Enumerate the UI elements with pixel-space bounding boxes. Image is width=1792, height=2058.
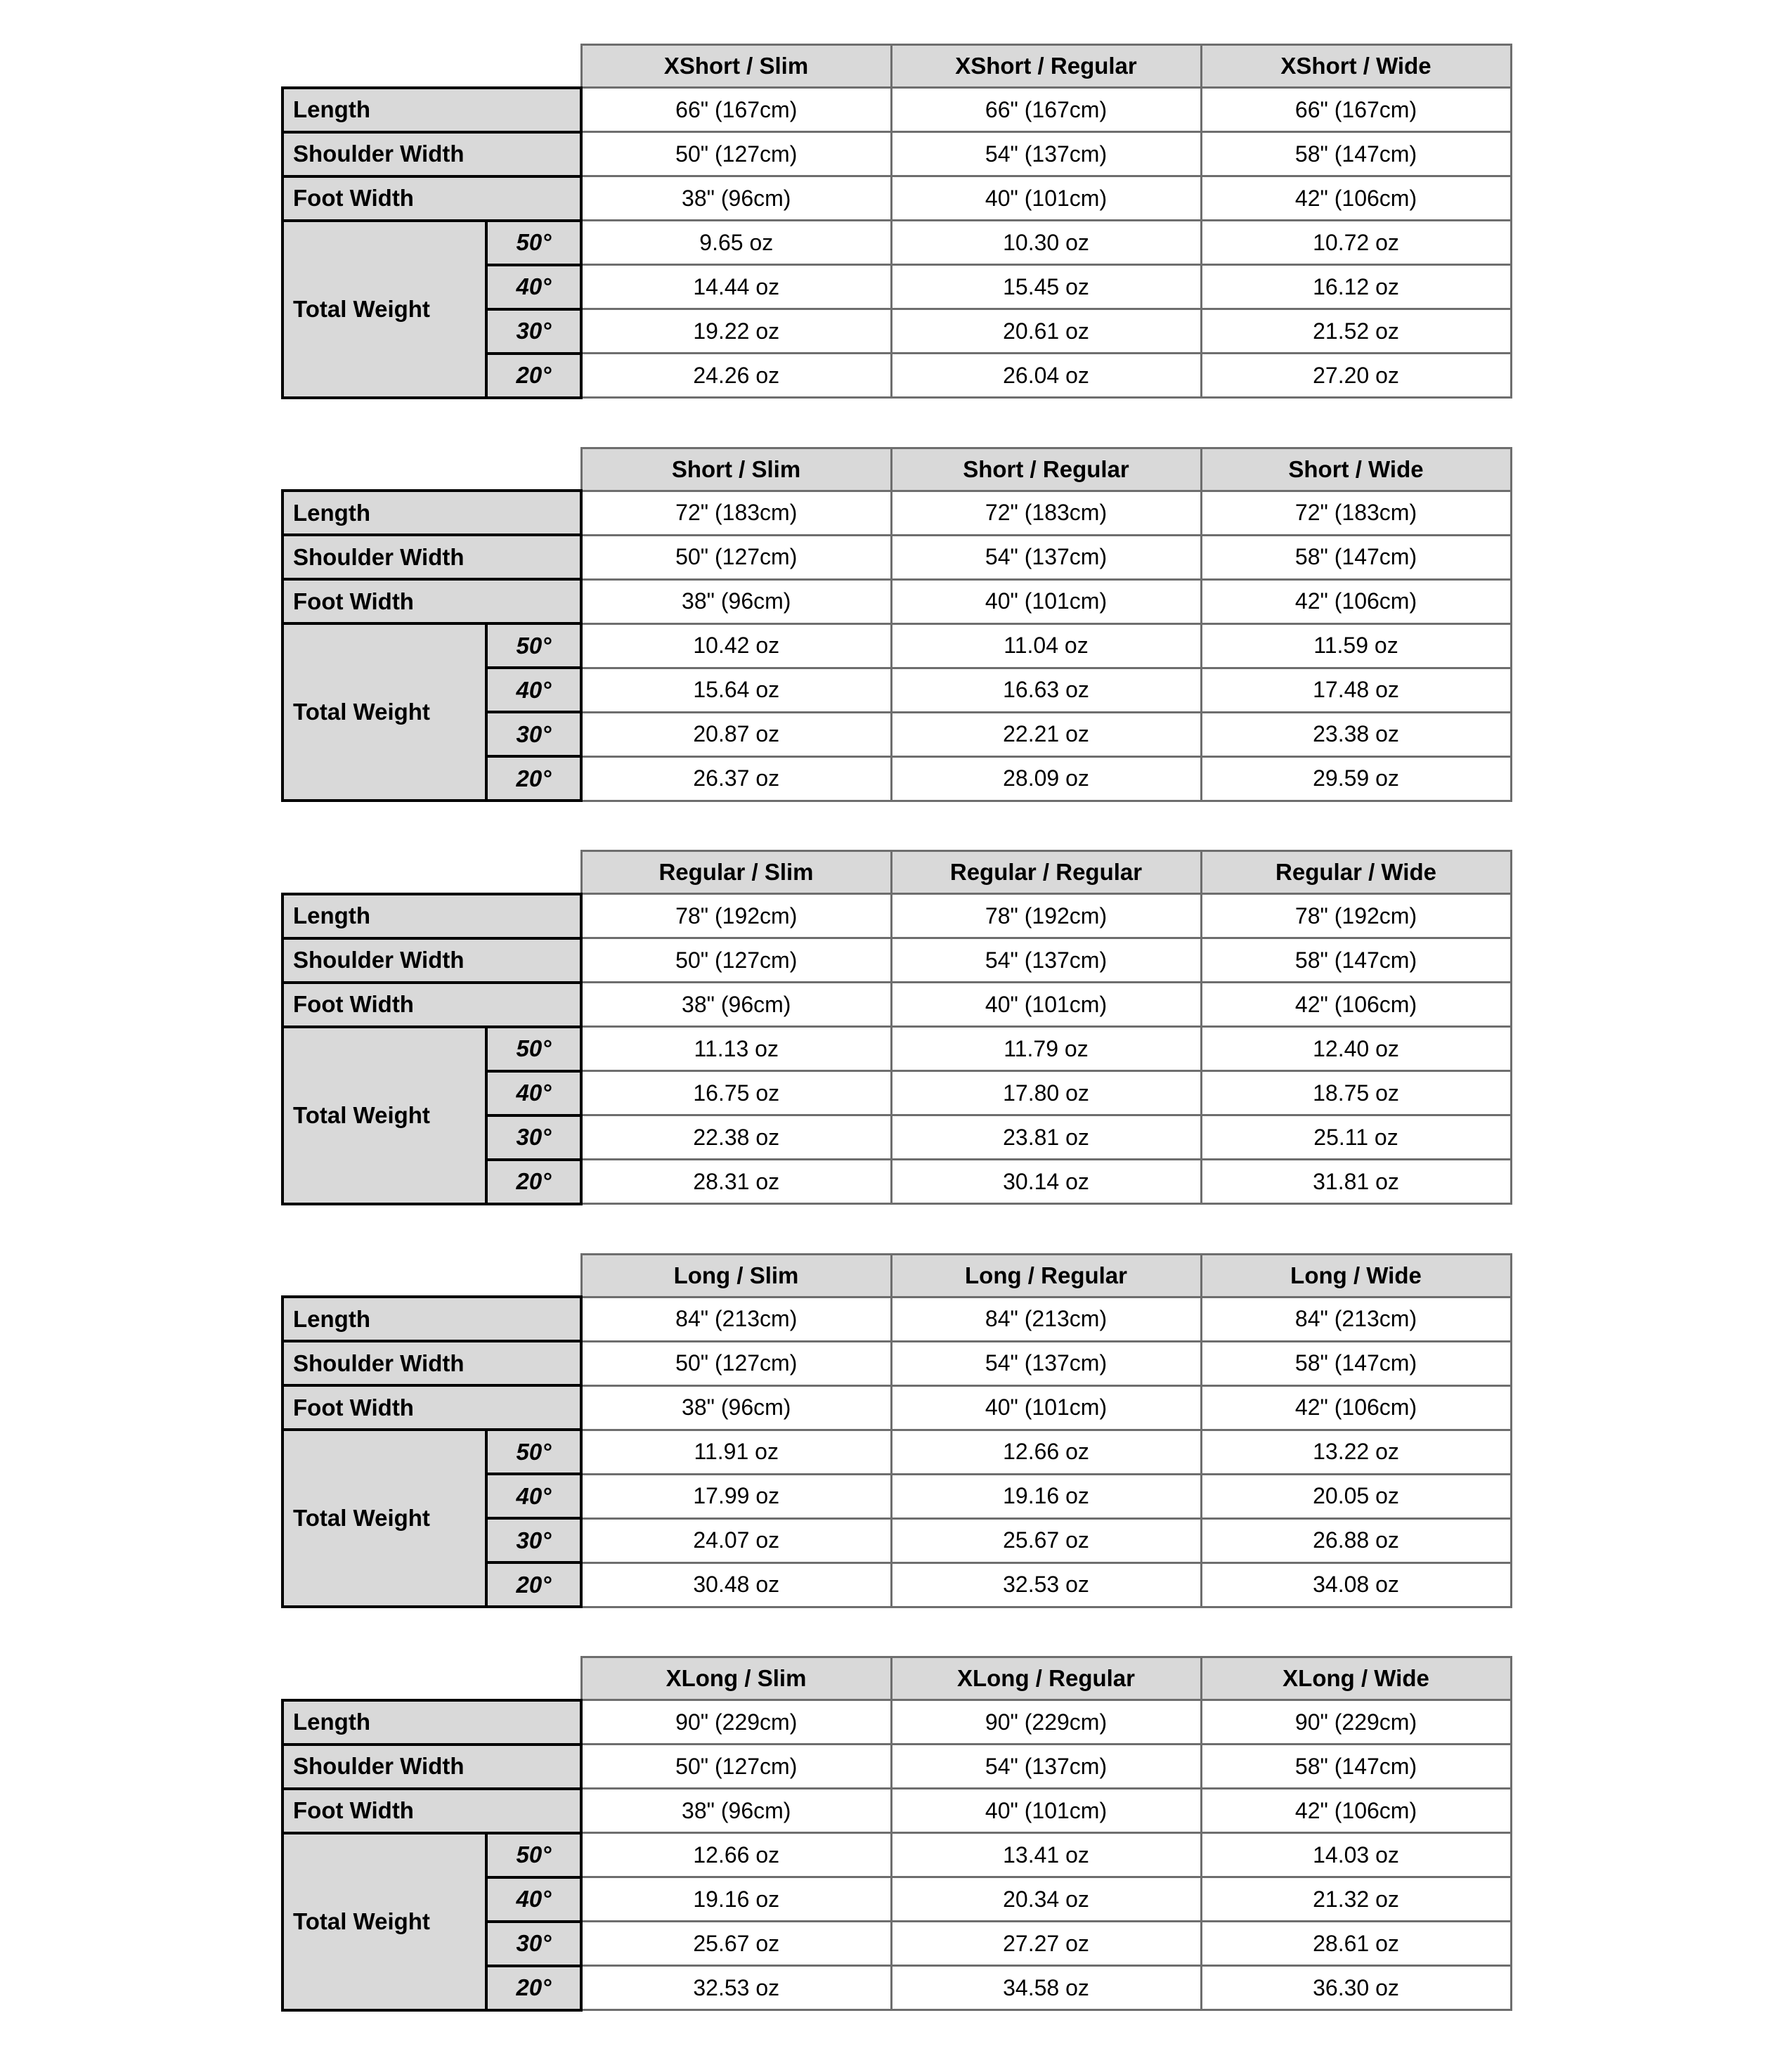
weight-value: 17.99 oz bbox=[581, 1474, 891, 1518]
weight-value: 27.20 oz bbox=[1201, 354, 1511, 398]
length-value: 78" (192cm) bbox=[891, 894, 1201, 938]
weight-value: 13.41 oz bbox=[891, 1833, 1201, 1877]
weight-value: 26.88 oz bbox=[1201, 1518, 1511, 1562]
temp-rating-label: 40° bbox=[486, 265, 581, 309]
length-value: 84" (213cm) bbox=[1201, 1297, 1511, 1341]
weight-value: 22.38 oz bbox=[581, 1115, 891, 1160]
temp-rating-label: 30° bbox=[486, 1518, 581, 1562]
size-spec-table bbox=[281, 1253, 1512, 1609]
column-header-wide: XShort / Wide bbox=[1201, 45, 1511, 88]
weight-value: 34.08 oz bbox=[1201, 1562, 1511, 1607]
length-value: 66" (167cm) bbox=[1201, 88, 1511, 132]
weight-value: 14.44 oz bbox=[581, 265, 891, 309]
row-label-foot-width: Foot Width bbox=[283, 1789, 581, 1833]
foot-width-value: 42" (106cm) bbox=[1201, 579, 1511, 623]
weight-value: 30.14 oz bbox=[891, 1160, 1201, 1204]
temp-rating-label: 30° bbox=[486, 1115, 581, 1160]
row-label-length: Length bbox=[283, 491, 581, 535]
table-row-foot-width bbox=[283, 176, 1511, 221]
shoulder-width-value: 50" (127cm) bbox=[581, 1341, 891, 1385]
temp-rating-label: 50° bbox=[486, 623, 581, 668]
weight-value: 10.30 oz bbox=[891, 221, 1201, 265]
table-row-weight-50 bbox=[283, 1430, 1511, 1474]
weight-value: 28.61 oz bbox=[1201, 1922, 1511, 1966]
row-label-shoulder-width: Shoulder Width bbox=[283, 535, 581, 579]
shoulder-width-value: 50" (127cm) bbox=[581, 1745, 891, 1789]
column-header-regular: Short / Regular bbox=[891, 448, 1201, 491]
shoulder-width-value: 54" (137cm) bbox=[891, 938, 1201, 983]
shoulder-width-value: 54" (137cm) bbox=[891, 535, 1201, 579]
row-label-length: Length bbox=[283, 894, 581, 938]
weight-value: 25.11 oz bbox=[1201, 1115, 1511, 1160]
weight-value: 10.72 oz bbox=[1201, 221, 1511, 265]
corner-spacer bbox=[283, 851, 581, 894]
row-label-total-weight: Total Weight bbox=[283, 623, 486, 801]
foot-width-value: 38" (96cm) bbox=[581, 579, 891, 623]
row-label-total-weight: Total Weight bbox=[283, 1027, 486, 1204]
weight-value: 11.59 oz bbox=[1201, 623, 1511, 668]
length-value: 72" (183cm) bbox=[1201, 491, 1511, 535]
column-header-slim: XLong / Slim bbox=[581, 1657, 891, 1700]
shoulder-width-value: 50" (127cm) bbox=[581, 535, 891, 579]
tables-container bbox=[281, 44, 1512, 2012]
foot-width-value: 42" (106cm) bbox=[1201, 1385, 1511, 1430]
weight-value: 27.27 oz bbox=[891, 1922, 1201, 1966]
row-label-foot-width: Foot Width bbox=[283, 176, 581, 221]
shoulder-width-value: 58" (147cm) bbox=[1201, 938, 1511, 983]
size-spec-table bbox=[281, 447, 1512, 803]
corner-spacer bbox=[283, 45, 581, 88]
temp-rating-label: 20° bbox=[486, 1562, 581, 1607]
weight-value: 9.65 oz bbox=[581, 221, 891, 265]
weight-value: 19.16 oz bbox=[581, 1877, 891, 1922]
temp-rating-label: 50° bbox=[486, 1430, 581, 1474]
table-row-weight-50 bbox=[283, 1833, 1511, 1877]
table-row-weight-50 bbox=[283, 1027, 1511, 1071]
foot-width-value: 40" (101cm) bbox=[891, 579, 1201, 623]
length-value: 84" (213cm) bbox=[581, 1297, 891, 1341]
table-row-length bbox=[283, 88, 1511, 132]
weight-value: 17.80 oz bbox=[891, 1071, 1201, 1115]
weight-value: 19.22 oz bbox=[581, 309, 891, 354]
weight-value: 32.53 oz bbox=[581, 1966, 891, 2010]
length-value: 72" (183cm) bbox=[891, 491, 1201, 535]
shoulder-width-value: 54" (137cm) bbox=[891, 1745, 1201, 1789]
weight-value: 25.67 oz bbox=[891, 1518, 1201, 1562]
foot-width-value: 38" (96cm) bbox=[581, 983, 891, 1027]
row-label-length: Length bbox=[283, 88, 581, 132]
foot-width-value: 40" (101cm) bbox=[891, 1789, 1201, 1833]
row-label-shoulder-width: Shoulder Width bbox=[283, 1745, 581, 1789]
weight-value: 12.66 oz bbox=[581, 1833, 891, 1877]
length-value: 66" (167cm) bbox=[891, 88, 1201, 132]
corner-spacer bbox=[283, 448, 581, 491]
table-row-shoulder-width bbox=[283, 132, 1511, 176]
table-row-shoulder-width bbox=[283, 535, 1511, 579]
table-row-shoulder-width bbox=[283, 938, 1511, 983]
column-header-wide: Long / Wide bbox=[1201, 1254, 1511, 1297]
table-row-foot-width bbox=[283, 1385, 1511, 1430]
temp-rating-label: 50° bbox=[486, 1027, 581, 1071]
shoulder-width-value: 58" (147cm) bbox=[1201, 1341, 1511, 1385]
length-value: 78" (192cm) bbox=[581, 894, 891, 938]
weight-value: 25.67 oz bbox=[581, 1922, 891, 1966]
temp-rating-label: 30° bbox=[486, 309, 581, 354]
weight-value: 29.59 oz bbox=[1201, 756, 1511, 801]
temp-rating-label: 20° bbox=[486, 1966, 581, 2010]
weight-value: 11.91 oz bbox=[581, 1430, 891, 1474]
column-header-regular: XShort / Regular bbox=[891, 45, 1201, 88]
column-header-slim: Short / Slim bbox=[581, 448, 891, 491]
table-row-weight-50 bbox=[283, 623, 1511, 668]
temp-rating-label: 40° bbox=[486, 1877, 581, 1922]
corner-spacer bbox=[283, 1657, 581, 1700]
length-value: 90" (229cm) bbox=[891, 1700, 1201, 1745]
weight-value: 14.03 oz bbox=[1201, 1833, 1511, 1877]
weight-value: 11.04 oz bbox=[891, 623, 1201, 668]
weight-value: 20.87 oz bbox=[581, 712, 891, 756]
weight-value: 15.64 oz bbox=[581, 668, 891, 712]
shoulder-width-value: 58" (147cm) bbox=[1201, 535, 1511, 579]
temp-rating-label: 20° bbox=[486, 1160, 581, 1204]
table-row-length bbox=[283, 894, 1511, 938]
shoulder-width-value: 50" (127cm) bbox=[581, 938, 891, 983]
temp-rating-label: 50° bbox=[486, 1833, 581, 1877]
length-value: 72" (183cm) bbox=[581, 491, 891, 535]
column-header-regular: Long / Regular bbox=[891, 1254, 1201, 1297]
row-label-total-weight: Total Weight bbox=[283, 1833, 486, 2010]
length-value: 66" (167cm) bbox=[581, 88, 891, 132]
table-row-foot-width bbox=[283, 983, 1511, 1027]
column-header-regular: XLong / Regular bbox=[891, 1657, 1201, 1700]
weight-value: 24.26 oz bbox=[581, 354, 891, 398]
weight-value: 30.48 oz bbox=[581, 1562, 891, 1607]
row-label-foot-width: Foot Width bbox=[283, 983, 581, 1027]
weight-value: 24.07 oz bbox=[581, 1518, 891, 1562]
weight-value: 20.05 oz bbox=[1201, 1474, 1511, 1518]
weight-value: 26.04 oz bbox=[891, 354, 1201, 398]
table-row-weight-50 bbox=[283, 221, 1511, 265]
row-label-foot-width: Foot Width bbox=[283, 1385, 581, 1430]
weight-value: 16.12 oz bbox=[1201, 265, 1511, 309]
weight-value: 16.75 oz bbox=[581, 1071, 891, 1115]
weight-value: 34.58 oz bbox=[891, 1966, 1201, 2010]
foot-width-value: 38" (96cm) bbox=[581, 1385, 891, 1430]
row-label-total-weight: Total Weight bbox=[283, 221, 486, 398]
temp-rating-label: 30° bbox=[486, 1922, 581, 1966]
temp-rating-label: 20° bbox=[486, 756, 581, 801]
weight-value: 20.61 oz bbox=[891, 309, 1201, 354]
length-value: 90" (229cm) bbox=[581, 1700, 891, 1745]
table-row-foot-width bbox=[283, 579, 1511, 623]
temp-rating-label: 20° bbox=[486, 354, 581, 398]
corner-spacer bbox=[283, 1254, 581, 1297]
weight-value: 11.13 oz bbox=[581, 1027, 891, 1071]
weight-value: 36.30 oz bbox=[1201, 1966, 1511, 2010]
weight-value: 23.81 oz bbox=[891, 1115, 1201, 1160]
weight-value: 12.40 oz bbox=[1201, 1027, 1511, 1071]
weight-value: 23.38 oz bbox=[1201, 712, 1511, 756]
foot-width-value: 38" (96cm) bbox=[581, 176, 891, 221]
shoulder-width-value: 54" (137cm) bbox=[891, 1341, 1201, 1385]
weight-value: 19.16 oz bbox=[891, 1474, 1201, 1518]
table-row-shoulder-width bbox=[283, 1341, 1511, 1385]
foot-width-value: 42" (106cm) bbox=[1201, 983, 1511, 1027]
weight-value: 11.79 oz bbox=[891, 1027, 1201, 1071]
foot-width-value: 42" (106cm) bbox=[1201, 176, 1511, 221]
column-header-wide: Regular / Wide bbox=[1201, 851, 1511, 894]
weight-value: 12.66 oz bbox=[891, 1430, 1201, 1474]
column-header-slim: Regular / Slim bbox=[581, 851, 891, 894]
table-row-length bbox=[283, 1700, 1511, 1745]
temp-rating-label: 40° bbox=[486, 1474, 581, 1518]
table-row-shoulder-width bbox=[283, 1745, 1511, 1789]
foot-width-value: 40" (101cm) bbox=[891, 176, 1201, 221]
weight-value: 13.22 oz bbox=[1201, 1430, 1511, 1474]
weight-value: 20.34 oz bbox=[891, 1877, 1201, 1922]
row-label-shoulder-width: Shoulder Width bbox=[283, 938, 581, 983]
temp-rating-label: 40° bbox=[486, 668, 581, 712]
table-row-length bbox=[283, 1297, 1511, 1341]
weight-value: 10.42 oz bbox=[581, 623, 891, 668]
foot-width-value: 40" (101cm) bbox=[891, 1385, 1201, 1430]
weight-value: 21.32 oz bbox=[1201, 1877, 1511, 1922]
column-header-slim: Long / Slim bbox=[581, 1254, 891, 1297]
column-header-regular: Regular / Regular bbox=[891, 851, 1201, 894]
size-spec-table bbox=[281, 44, 1512, 399]
column-header-wide: Short / Wide bbox=[1201, 448, 1511, 491]
temp-rating-label: 40° bbox=[486, 1071, 581, 1115]
size-spec-table bbox=[281, 1656, 1512, 2012]
row-label-shoulder-width: Shoulder Width bbox=[283, 132, 581, 176]
row-label-length: Length bbox=[283, 1700, 581, 1745]
weight-value: 31.81 oz bbox=[1201, 1160, 1511, 1204]
shoulder-width-value: 54" (137cm) bbox=[891, 132, 1201, 176]
row-label-foot-width: Foot Width bbox=[283, 579, 581, 623]
shoulder-width-value: 58" (147cm) bbox=[1201, 132, 1511, 176]
weight-value: 16.63 oz bbox=[891, 668, 1201, 712]
length-value: 84" (213cm) bbox=[891, 1297, 1201, 1341]
foot-width-value: 40" (101cm) bbox=[891, 983, 1201, 1027]
weight-value: 28.09 oz bbox=[891, 756, 1201, 801]
foot-width-value: 42" (106cm) bbox=[1201, 1789, 1511, 1833]
weight-value: 17.48 oz bbox=[1201, 668, 1511, 712]
weight-value: 32.53 oz bbox=[891, 1562, 1201, 1607]
weight-value: 18.75 oz bbox=[1201, 1071, 1511, 1115]
column-header-wide: XLong / Wide bbox=[1201, 1657, 1511, 1700]
temp-rating-label: 30° bbox=[486, 712, 581, 756]
length-value: 90" (229cm) bbox=[1201, 1700, 1511, 1745]
weight-value: 21.52 oz bbox=[1201, 309, 1511, 354]
table-row-foot-width bbox=[283, 1789, 1511, 1833]
weight-value: 26.37 oz bbox=[581, 756, 891, 801]
row-label-length: Length bbox=[283, 1297, 581, 1341]
shoulder-width-value: 58" (147cm) bbox=[1201, 1745, 1511, 1789]
size-spec-table bbox=[281, 850, 1512, 1205]
weight-value: 22.21 oz bbox=[891, 712, 1201, 756]
shoulder-width-value: 50" (127cm) bbox=[581, 132, 891, 176]
temp-rating-label: 50° bbox=[486, 221, 581, 265]
weight-value: 28.31 oz bbox=[581, 1160, 891, 1204]
length-value: 78" (192cm) bbox=[1201, 894, 1511, 938]
row-label-total-weight: Total Weight bbox=[283, 1430, 486, 1607]
table-row-length bbox=[283, 491, 1511, 535]
weight-value: 15.45 oz bbox=[891, 265, 1201, 309]
foot-width-value: 38" (96cm) bbox=[581, 1789, 891, 1833]
row-label-shoulder-width: Shoulder Width bbox=[283, 1341, 581, 1385]
column-header-slim: XShort / Slim bbox=[581, 45, 891, 88]
